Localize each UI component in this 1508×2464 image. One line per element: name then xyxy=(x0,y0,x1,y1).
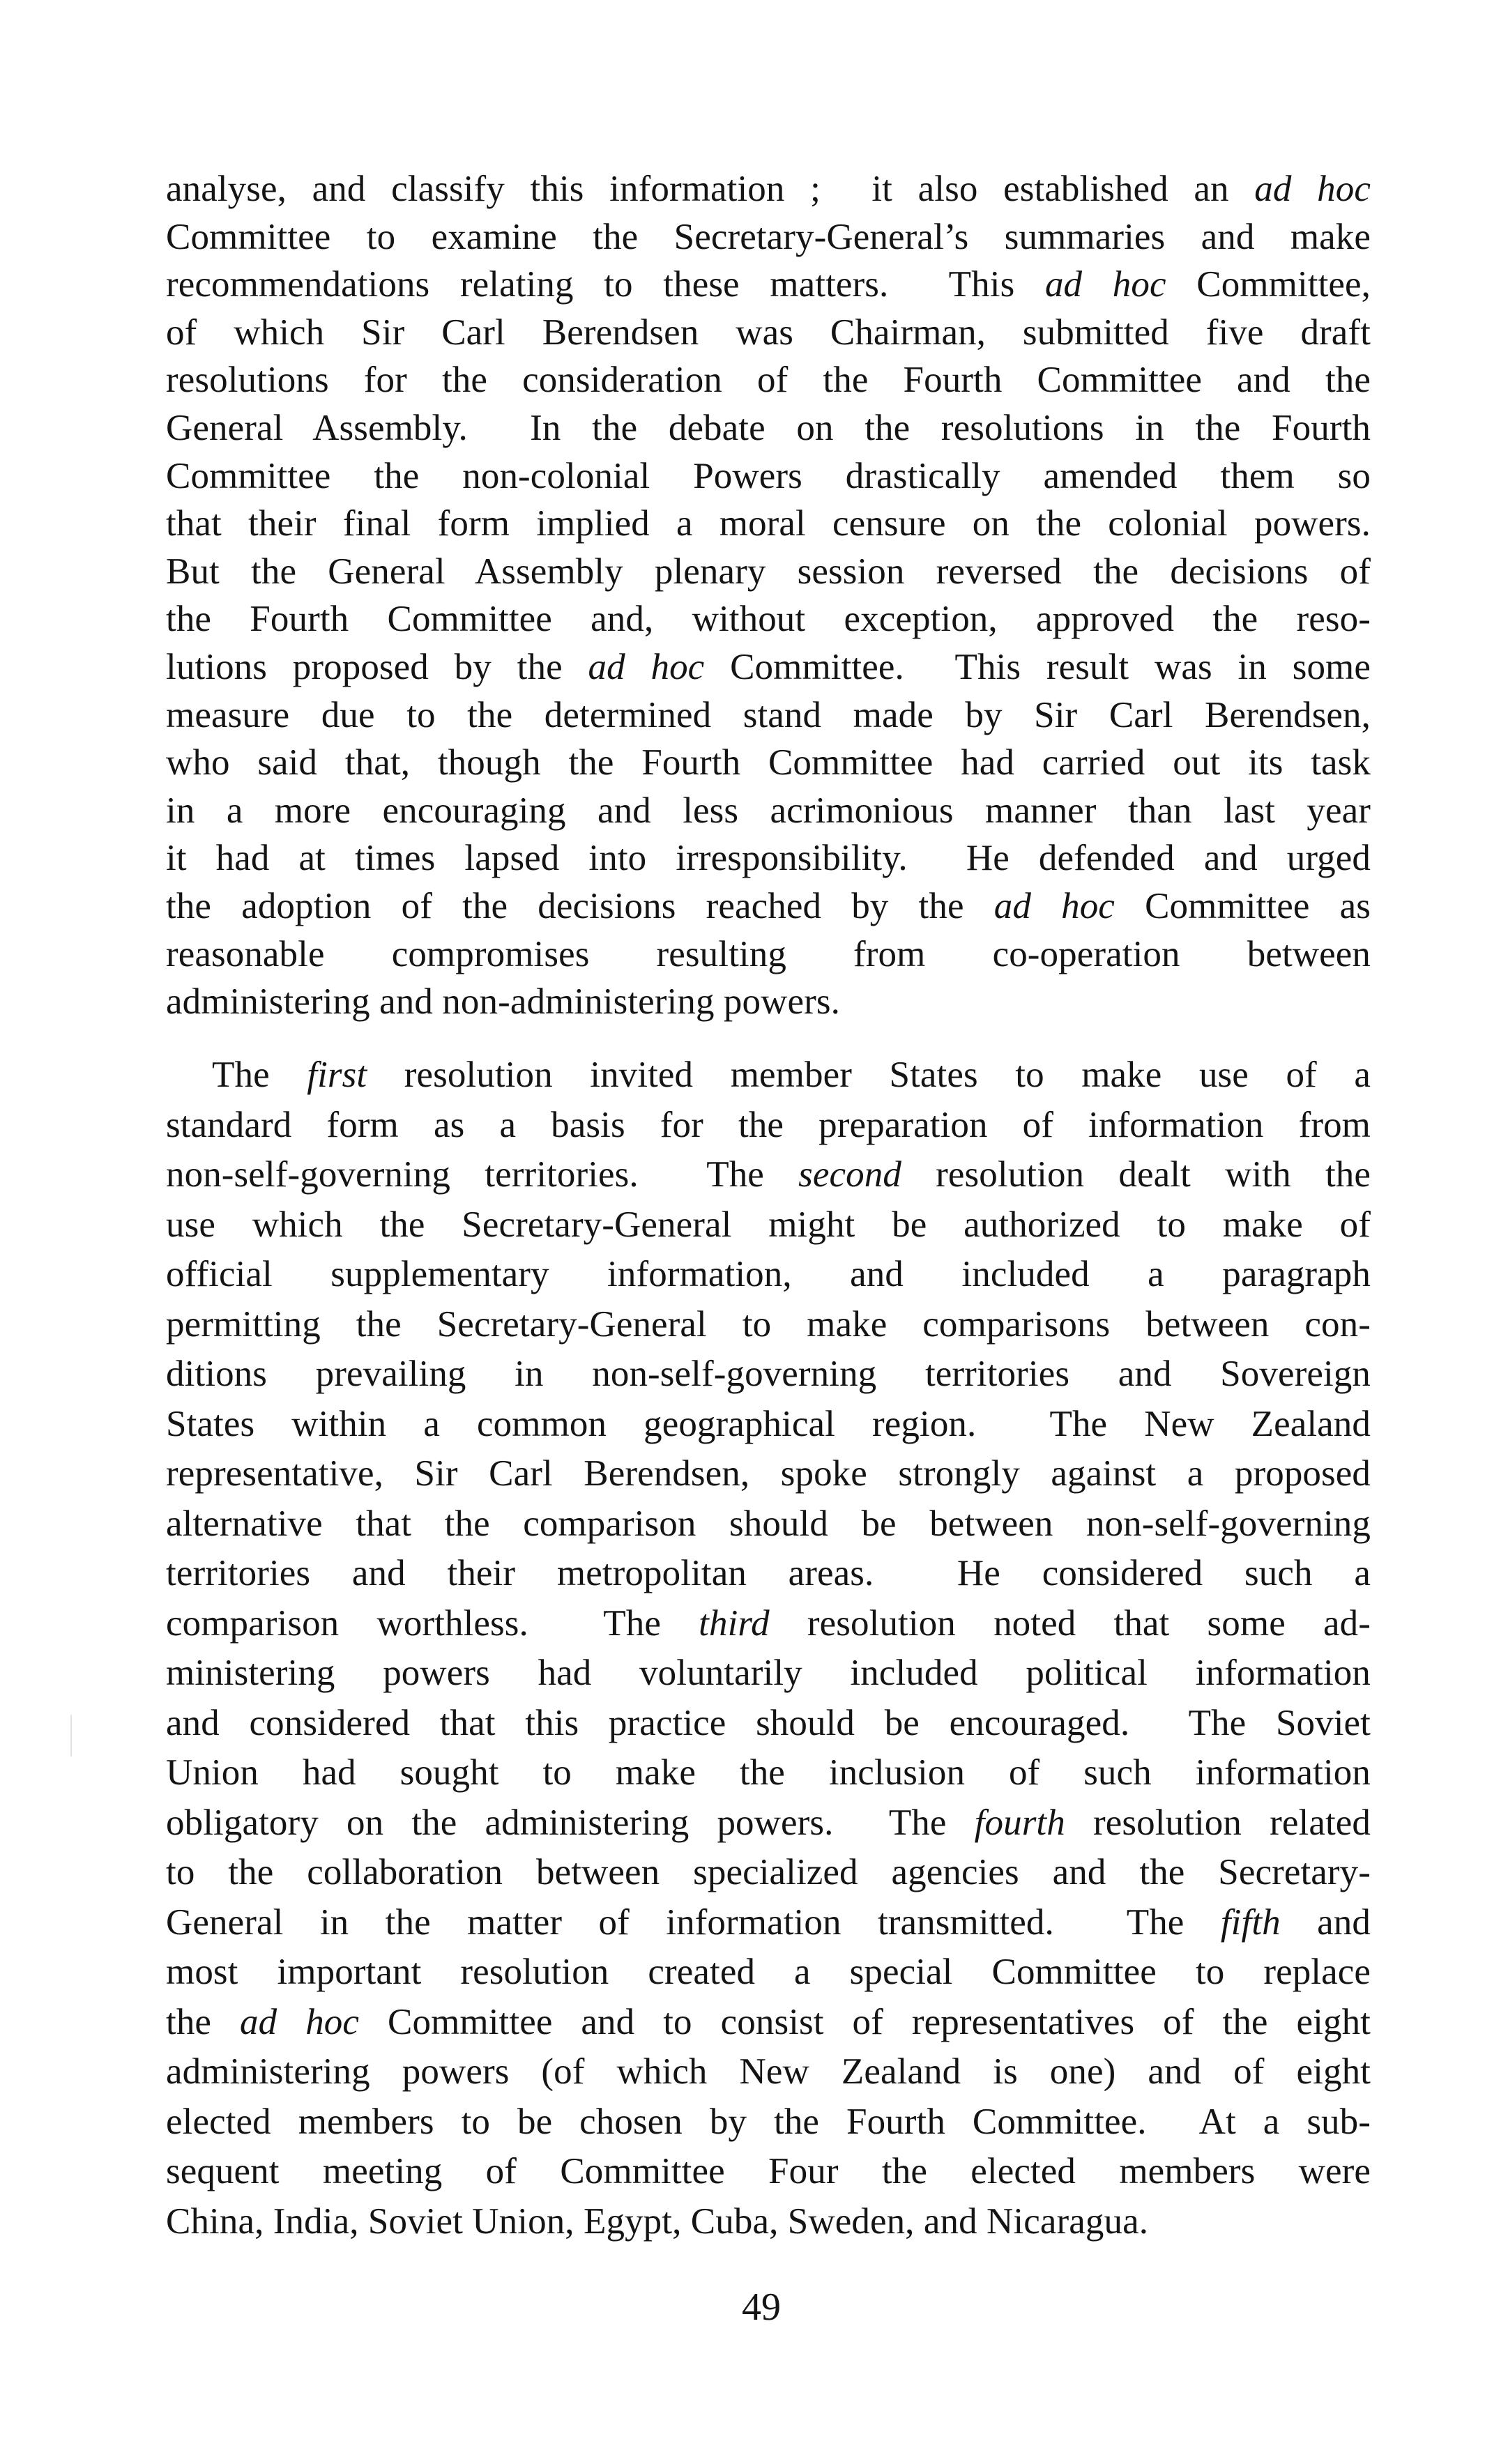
italic-text: ad hoc xyxy=(1044,264,1166,305)
text-segment: the adoption of the decisions reached by the xyxy=(166,886,994,926)
text-line xyxy=(166,694,1371,736)
text-line xyxy=(166,981,1371,1023)
text-segment: reasonable compromises resulting from co-operation between xyxy=(166,933,1371,974)
text-segment: alternative that the comparison should be between non-self-governing xyxy=(166,1503,1371,1544)
text-segment: the Fourth Committee and, without exception, approved the reso- xyxy=(166,599,1371,640)
text-segment: most important resolution created a special Committee to replace xyxy=(166,1952,1371,1992)
text-line xyxy=(166,646,1371,688)
text-line xyxy=(166,359,1371,401)
text-segment: resolutions for the consideration of the Fourth Committee and the xyxy=(166,360,1371,401)
italic-text: second xyxy=(798,1154,901,1195)
text-line xyxy=(166,168,1371,210)
text-line xyxy=(166,742,1371,783)
italic-text: ad hoc xyxy=(993,886,1115,926)
text-segment: and considered that this practice should be encouraged. The Soviet xyxy=(166,1702,1371,1743)
text-segment: Union had sought to make the inclusion of such information xyxy=(166,1752,1371,1793)
text-segment: resolution dealt with the xyxy=(901,1154,1371,1195)
text-segment: official supplementary information, and included a paragraph xyxy=(166,1254,1371,1294)
text-segment: representative, Sir Carl Berendsen, spoke strongly against a proposed xyxy=(166,1453,1371,1494)
italic-text: fifth xyxy=(1220,1901,1281,1943)
text-segment: it had at times lapsed into irresponsibility. He defended and urged xyxy=(166,838,1371,879)
text-line xyxy=(166,407,1371,449)
text-line xyxy=(166,933,1371,975)
text-line xyxy=(166,1204,1371,1246)
italic-text: first xyxy=(307,1055,367,1095)
text-line xyxy=(166,1752,1371,1793)
text-line xyxy=(166,1951,1371,1993)
text-segment: the xyxy=(166,2001,241,2042)
text-segment: use which the Secretary-General might be authorized to make of xyxy=(166,1204,1371,1245)
text-segment: recommendations relating to these matters. This xyxy=(166,264,1045,305)
text-line xyxy=(166,1652,1371,1694)
text-line xyxy=(166,2150,1371,2192)
text-line xyxy=(166,263,1371,305)
text-line xyxy=(166,837,1371,879)
italic-text: third xyxy=(699,1602,770,1644)
text-line xyxy=(166,1453,1371,1494)
text-line xyxy=(166,1353,1371,1395)
text-segment: Committee and to consist of representatives of the eight xyxy=(359,2001,1371,2042)
text-line xyxy=(166,885,1371,927)
text-line xyxy=(166,312,1371,353)
text-segment: administering and non-administering powers. xyxy=(166,981,840,1023)
text-segment: General Assembly. In the debate on the resolutions in the Fourth xyxy=(166,408,1371,448)
text-line xyxy=(166,598,1371,640)
text-segment: ditions prevailing in non-self-governing territories and Sovereign xyxy=(166,1354,1371,1394)
text-line xyxy=(166,216,1371,258)
text-segment: to the collaboration between specialized agencies and the Secretary- xyxy=(166,1852,1371,1892)
text-segment: administering powers (of which New Zealand is one) and of eight xyxy=(166,2051,1371,2092)
page-number: 49 xyxy=(742,2286,781,2329)
text-line xyxy=(166,551,1371,592)
text-segment: resolution noted that some ad- xyxy=(769,1602,1371,1644)
text-segment: and xyxy=(1280,1901,1371,1943)
text-line xyxy=(166,1851,1371,1893)
text-line xyxy=(166,1403,1371,1445)
text-segment: lutions proposed by the xyxy=(166,647,588,687)
italic-text: ad hoc xyxy=(588,647,705,687)
text-line xyxy=(166,1503,1371,1545)
text-segment: measure due to the determined stand made by Sir Carl Berendsen, xyxy=(166,694,1371,735)
text-segment: General in the matter of information transmitted. The xyxy=(166,1901,1221,1943)
text-segment: Committee the non-colonial Powers drastically amended them so xyxy=(166,455,1371,496)
text-line xyxy=(166,790,1371,832)
text-line xyxy=(166,1552,1371,1594)
text-line xyxy=(166,1253,1371,1295)
text-segment: Committee to examine the Secretary-General’s summaries and make xyxy=(166,216,1371,257)
text-segment: elected members to be chosen by the Fourth Committee. At a sub- xyxy=(166,2101,1371,2142)
text-segment: analyse, and classify this information ; it also established an xyxy=(166,169,1255,209)
text-line xyxy=(166,1802,1371,1844)
text-line xyxy=(166,1303,1371,1345)
text-line xyxy=(166,2101,1371,2143)
text-line xyxy=(166,1901,1371,1943)
text-line xyxy=(166,455,1371,497)
text-segment: who said that, though the Fourth Committee had carried out its task xyxy=(166,742,1371,783)
text-segment: ministering powers had voluntarily included political information xyxy=(166,1653,1371,1693)
text-segment: permitting the Secretary-General to make comparisons between con- xyxy=(166,1303,1371,1345)
text-line xyxy=(166,503,1371,544)
text-segment: obligatory on the administering powers. The xyxy=(166,1802,975,1843)
text-segment: comparison worthless. The xyxy=(166,1602,699,1644)
text-line xyxy=(166,1104,1371,1146)
scan-artifact xyxy=(70,1715,72,1757)
text-line xyxy=(166,2201,1371,2242)
text-segment: States within a common geographical region. The New Zealand xyxy=(166,1403,1371,1444)
text-segment: China, India, Soviet Union, Egypt, Cuba, Sweden, and Nicaragua. xyxy=(166,2201,1149,2242)
text-line xyxy=(166,1702,1371,1744)
text-line xyxy=(166,2001,1371,2043)
italic-text: ad hoc xyxy=(240,2001,360,2042)
text-segment: sequent meeting of Committee Four the elected members were xyxy=(166,2151,1371,2191)
text-segment: resolution invited member States to make use of a xyxy=(367,1055,1371,1095)
text-segment: non-self-governing territories. The xyxy=(166,1154,799,1195)
text-line xyxy=(166,1602,1371,1644)
text-segment: of which Sir Carl Berendsen was Chairman, submitted five draft xyxy=(166,312,1371,353)
text-line xyxy=(166,2051,1371,2092)
text-line xyxy=(212,1054,1371,1096)
italic-text: fourth xyxy=(974,1802,1065,1843)
text-segment: that their final form implied a moral censure on the colonial powers. xyxy=(166,503,1371,544)
text-segment: Committee as xyxy=(1114,886,1371,926)
text-segment: Committee, xyxy=(1166,264,1371,305)
text-segment: resolution related xyxy=(1065,1802,1371,1843)
text-segment: territories and their metropolitan areas. He considered such a xyxy=(166,1553,1371,1593)
text-segment: standard form as a basis for the preparation of information from xyxy=(166,1104,1371,1145)
text-segment: But the General Assembly plenary session reversed the decisions of xyxy=(166,551,1371,592)
italic-text: ad hoc xyxy=(1254,169,1371,209)
text-line xyxy=(166,1154,1371,1195)
text-segment: The xyxy=(212,1055,307,1095)
text-segment: Committee. This result was in some xyxy=(704,647,1371,687)
text-segment: in a more encouraging and less acrimonious manner than last year xyxy=(166,790,1371,831)
